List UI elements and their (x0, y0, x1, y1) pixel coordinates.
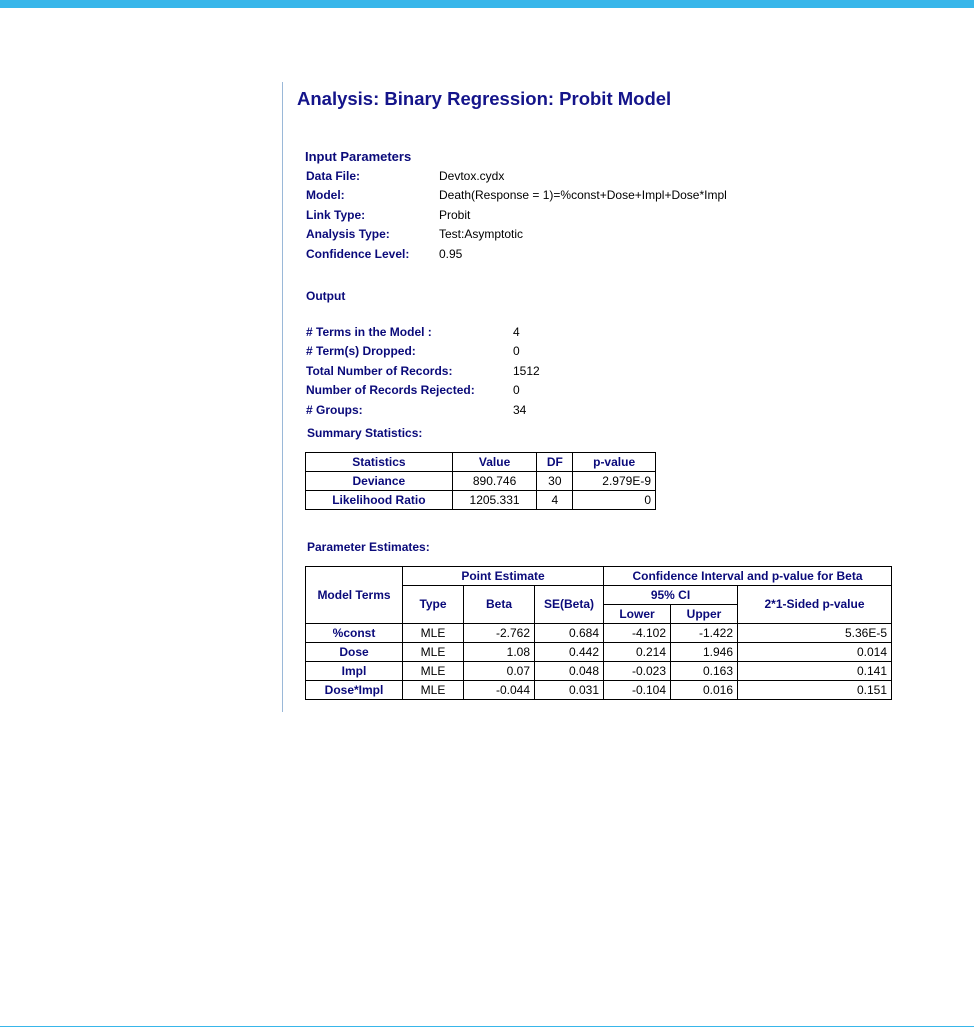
table-cell: 5.36E-5 (738, 624, 892, 643)
row-label: Likelihood Ratio (306, 491, 453, 510)
table-row (306, 643, 892, 662)
table-row (306, 491, 656, 510)
output-label: # Terms in the Model : (306, 325, 432, 339)
table-cell: 0.014 (738, 643, 892, 662)
output-label: # Groups: (306, 402, 363, 417)
table-cell: 1.08 (464, 643, 535, 662)
row-label: %const (306, 624, 403, 643)
col-lower: Lower (604, 605, 671, 624)
row-label: Dose (306, 643, 403, 662)
page-title: Analysis: Binary Regression: Probit Model (297, 88, 672, 109)
col-group-95-ci: 95% CI (604, 586, 738, 605)
summary-col-header: Statistics (306, 453, 453, 472)
table-cell: 0.141 (738, 662, 892, 681)
output-value: 0 (513, 383, 520, 398)
output-label: # Term(s) Dropped: (306, 344, 416, 359)
table-row (306, 624, 892, 643)
bottom-rule (0, 1026, 974, 1027)
table-cell: 1205.331 (452, 491, 537, 510)
col-type: Type (403, 586, 464, 624)
summary-col-header: p-value (573, 453, 656, 472)
output-value: 0 (513, 344, 520, 359)
col-p-value: 2*1-Sided p-value (738, 586, 892, 624)
top-accent-bar (0, 0, 974, 8)
row-label: Deviance (306, 472, 453, 491)
output-label: Total Number of Records: (306, 363, 453, 378)
input-value: 0.95 (439, 246, 463, 261)
input-value: Probit (439, 207, 471, 222)
input-label: Analysis Type: (306, 227, 390, 242)
input-label: Model: (306, 188, 345, 203)
parameter-estimates-table (305, 566, 892, 700)
output-value: 4 (513, 325, 520, 339)
table-cell: -4.102 (604, 624, 671, 643)
table-cell: 0.016 (671, 681, 738, 700)
output-heading: Output (306, 289, 346, 303)
input-parameters-heading: Input Parameters (305, 149, 412, 164)
table-cell: -1.422 (671, 624, 738, 643)
table-cell: 890.746 (452, 472, 537, 491)
table-cell: 0.07 (464, 662, 535, 681)
table-cell: -2.762 (464, 624, 535, 643)
summary-col-header: Value (452, 453, 537, 472)
table-cell: 0.214 (604, 643, 671, 662)
table-row (306, 662, 892, 681)
input-value: Death(Response = 1)=%const+Dose+Impl+Dose*Impl (439, 188, 727, 203)
summary-statistics-heading: Summary Statistics: (307, 426, 423, 440)
table-row (306, 472, 656, 491)
output-label: Number of Records Rejected: (306, 383, 475, 398)
col-upper: Upper (671, 605, 738, 624)
table-cell: 4 (537, 491, 573, 510)
summary-statistics-table (305, 452, 656, 510)
table-cell: 0.048 (535, 662, 604, 681)
table-cell: -0.023 (604, 662, 671, 681)
table-cell: MLE (403, 643, 464, 662)
col-se-beta: SE(Beta) (535, 586, 604, 624)
input-label: Data File: (306, 169, 361, 183)
input-label: Confidence Level: (306, 246, 410, 261)
col-group-confidence-interval: Confidence Interval and p-value for Beta (604, 567, 892, 586)
parameter-estimates-heading: Parameter Estimates: (307, 540, 430, 554)
table-cell: 0.031 (535, 681, 604, 700)
summary-col-header: DF (537, 453, 573, 472)
table-cell: MLE (403, 624, 464, 643)
table-cell: 0.684 (535, 624, 604, 643)
table-row (306, 681, 892, 700)
input-label: Link Type: (306, 207, 366, 222)
table-cell: 30 (537, 472, 573, 491)
summary-header-row (306, 453, 656, 472)
output-value: 34 (513, 402, 527, 417)
table-cell: 0.163 (671, 662, 738, 681)
row-label: Dose*Impl (306, 681, 403, 700)
output-value: 1512 (513, 363, 540, 378)
table-cell: -0.104 (604, 681, 671, 700)
table-cell: MLE (403, 681, 464, 700)
table-cell: 2.979E-9 (573, 472, 656, 491)
table-cell: 0 (573, 491, 656, 510)
col-group-point-estimate: Point Estimate (403, 567, 604, 586)
left-rule (282, 82, 283, 712)
input-value: Test:Asymptotic (439, 227, 524, 242)
col-model-terms: Model Terms (306, 567, 403, 624)
table-cell: 0.442 (535, 643, 604, 662)
table-cell: 0.151 (738, 681, 892, 700)
table-cell: 1.946 (671, 643, 738, 662)
input-value: Devtox.cydx (439, 169, 505, 183)
col-beta: Beta (464, 586, 535, 624)
table-cell: -0.044 (464, 681, 535, 700)
table-cell: MLE (403, 662, 464, 681)
row-label: Impl (306, 662, 403, 681)
